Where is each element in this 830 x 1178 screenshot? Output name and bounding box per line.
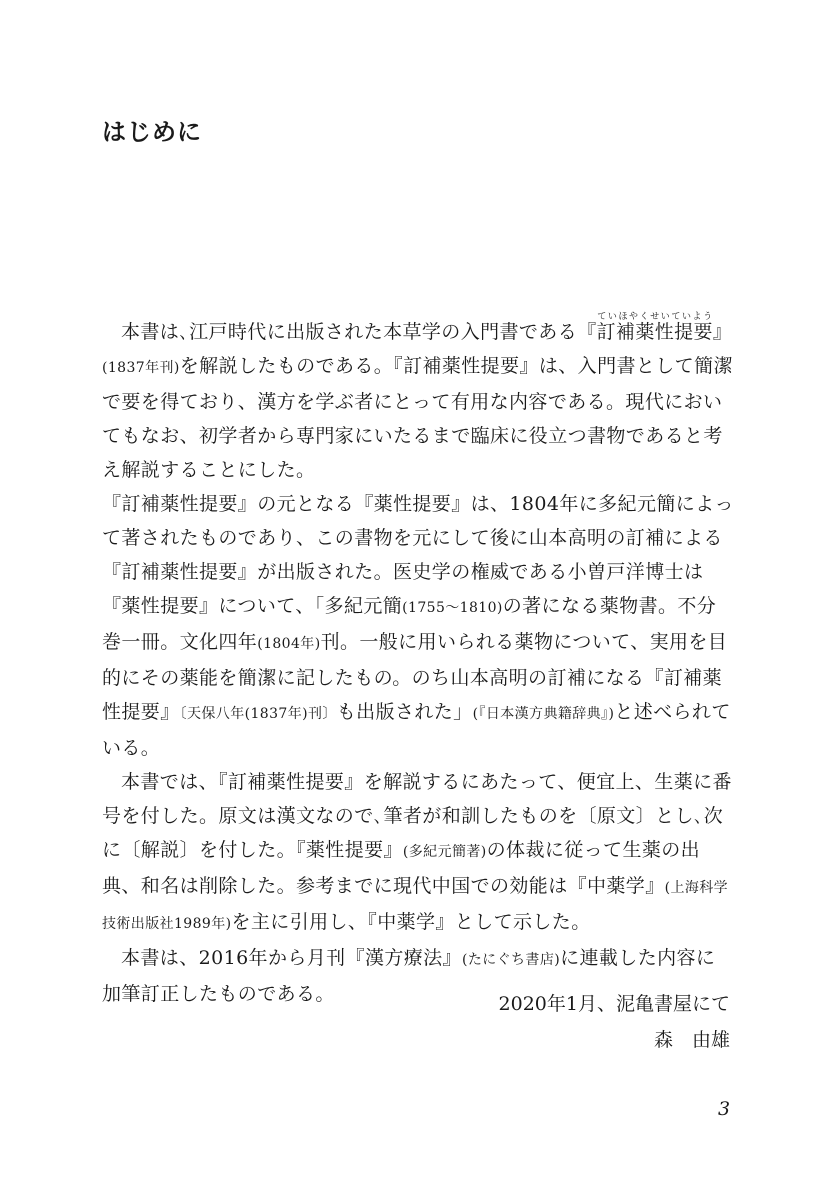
paragraph-2 <box>102 487 734 765</box>
text-span: の体裁に従って生薬の出典、和名は削除した。参考までに現代中国での効能は『中薬学』 <box>102 839 701 897</box>
text-span: を主に引用し、『中薬学』として示した。 <box>231 911 591 933</box>
text-span: の著になる薬物書。不分巻一冊。文化四年 <box>102 595 717 653</box>
signature-date: 2020年1月、泥亀書屋にて <box>498 993 730 1015</box>
ruby-title <box>596 312 713 343</box>
ruby-reading: ていほやくせいていよう <box>596 312 713 322</box>
text-span: 本書は､江戸時代に出版された本草学の入門書である『 <box>121 321 597 343</box>
paragraph-1 <box>102 312 734 487</box>
paragraph-3 <box>102 765 734 941</box>
text-span: 刊。一般に用いられる薬物について、実用を目的にその薬能を簡潔に記したもの。のち山本高明の訂補になる『訂補薬性提要』 <box>102 631 728 723</box>
page-number: 3 <box>718 1098 731 1120</box>
small-note: (1804年) <box>257 636 321 652</box>
text-span: と述べられている。 <box>102 701 731 759</box>
text-span: 『訂補薬性提要』の元となる『薬性提要』は、1804年に多紀元簡によって著されたものであり、この書物を元にして後に山本高明の訂補による『訂補薬性提要』が出版された。医史学の権威である小曽戸洋博士は『薬性提要』について、「多紀元簡 <box>102 493 734 617</box>
small-note: (『日本漢方典籍辞典』) <box>472 706 615 722</box>
small-note: (1837年刊) <box>102 360 180 376</box>
body-text <box>102 312 734 1011</box>
ruby-base: 訂補薬性提要 <box>596 321 713 343</box>
small-note: (たにぐち書店) <box>461 952 561 968</box>
text-span: に連載した内容に加筆訂正したものである。 <box>102 947 716 1005</box>
page-heading: はじめに <box>102 118 202 146</box>
small-note: (1755〜1810) <box>402 600 503 616</box>
text-span: 本書は、2016年から月刊『漢方療法』 <box>121 947 462 969</box>
small-note: 〔天保八年(1837年)刊〕 <box>179 706 337 722</box>
small-note: (多紀元簡著) <box>402 844 487 860</box>
signature <box>499 986 730 1058</box>
text-span: を解説したものである。『訂補薬性提要』は、入門書として簡潔で要を得ており、漢方を学ぶ者にとって有用な内容である。現代においてもなお、初学者から専門家にいたるまで臨床に役立つ書物であると考え解説することにした。 <box>102 355 733 481</box>
text-span: 』 <box>712 321 733 343</box>
text-span: 本書では、『訂補薬性提要』を解説するにあたって、便宜上、生薬に番号を付した。原文は漢文なので､筆者が和訓したものを〔原文〕とし､次に〔解説〕を付した。『薬性提要』 <box>102 771 732 861</box>
small-note: (上海科学技術出版社1989年) <box>102 880 729 932</box>
text-span: も出版された」 <box>336 701 473 723</box>
signature-author: 森 由雄 <box>653 1029 730 1051</box>
